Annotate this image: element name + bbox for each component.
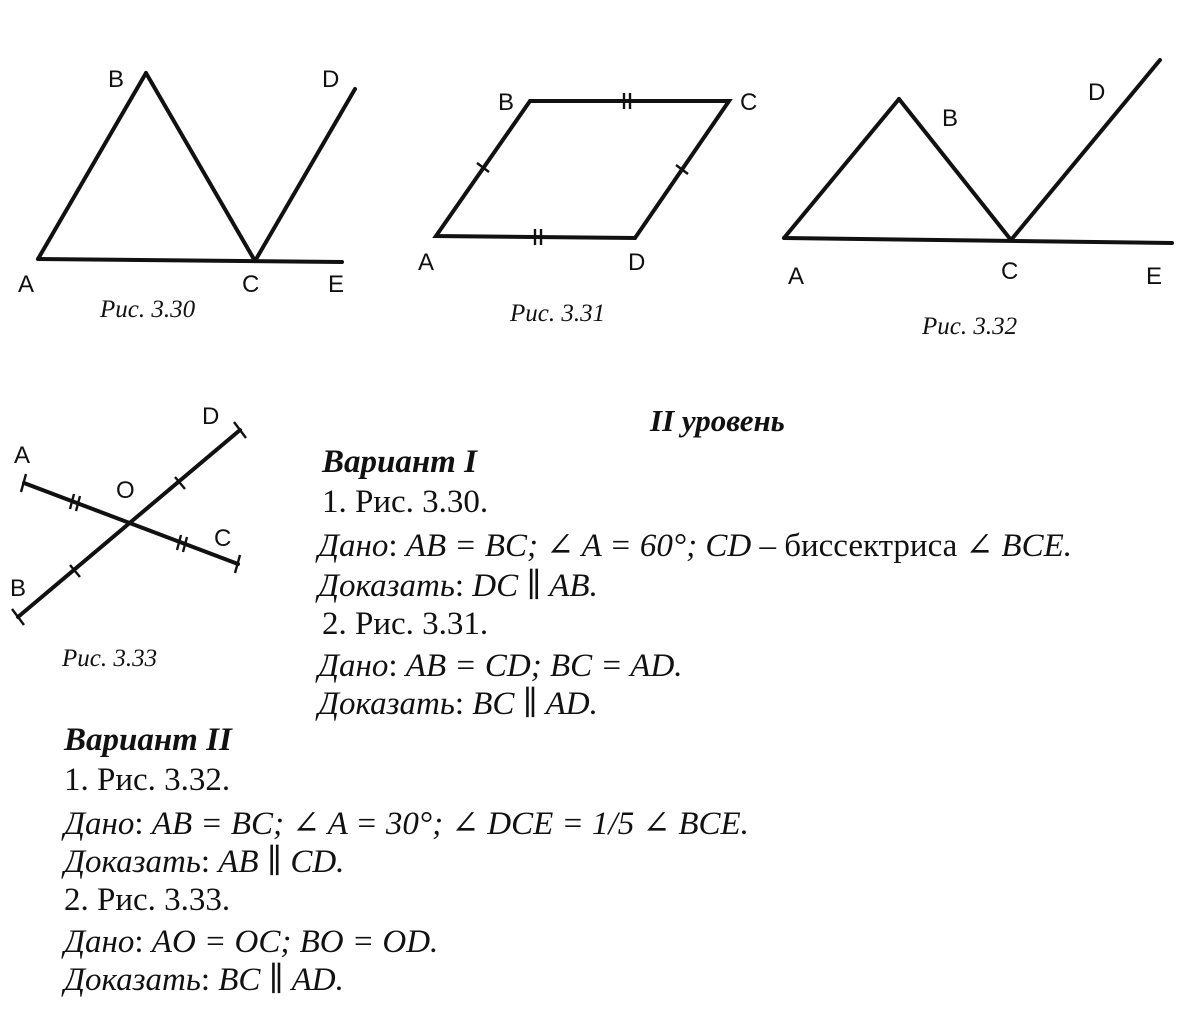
given-word: Дано: [64, 806, 135, 842]
line-ace: [38, 259, 342, 262]
given-word: Дано: [64, 924, 135, 960]
given-formula: AB = CD; BC = AD.: [405, 648, 683, 684]
label-c: C: [1001, 258, 1019, 285]
figure-3-33: [10, 403, 246, 672]
label-b: B: [10, 575, 27, 602]
given-formula-part-2: ∠ BCE.: [965, 528, 1073, 564]
label-e: E: [328, 271, 345, 298]
prove-formula: BC ∥ AD.: [218, 962, 344, 998]
label-d: D: [628, 249, 646, 276]
variant-1-problem-1-given: Дано: AB = BC; ∠ A = 60°; CD – биссектриса ∠ BCE.: [318, 528, 1073, 564]
given-word: Дано: [318, 648, 389, 684]
variant-1-title: Вариант I: [322, 444, 477, 480]
figure-3-32: [784, 60, 1172, 340]
label-c: C: [242, 271, 260, 298]
prove-word: Доказать: [64, 962, 201, 998]
label-a: A: [418, 249, 435, 276]
prove-word: Доказать: [318, 568, 455, 604]
variant-2-problem-1-given: Дано: AB = BC; ∠ A = 30°; ∠ DCE = 1/5 ∠ BCE.: [64, 806, 749, 842]
label-a: A: [14, 442, 31, 469]
label-d: D: [1088, 79, 1106, 106]
variant-2-problem-2-title: 2. Рис. 3.33.: [64, 882, 231, 918]
ray-cd: [1011, 60, 1160, 240]
label-b: B: [498, 89, 515, 116]
variant-1-problem-1-title: 1. Рис. 3.30.: [322, 484, 489, 520]
variant-2-problem-1-prove: Доказать: AB ∥ CD.: [64, 844, 345, 880]
segment-ab: [784, 99, 899, 238]
label-d: D: [322, 66, 340, 93]
prove-word: Доказать: [64, 844, 201, 880]
segment-ab: [38, 73, 146, 259]
given-formula-part-1: AB = BC; ∠ A = 60°; CD: [405, 528, 752, 564]
section-title: II уровень: [650, 403, 785, 438]
caption-3-32: Рис. 3.32: [922, 313, 1018, 340]
prove-formula: DC ∥ AB.: [472, 568, 598, 604]
variant-2-problem-2-given: Дано: AO = OC; BO = OD.: [64, 924, 439, 960]
variant-2-title: Вариант II: [64, 722, 232, 758]
prove-formula: AB ∥ CD.: [218, 844, 345, 880]
label-c: C: [740, 89, 758, 116]
variant-1-problem-2-title: 2. Рис. 3.31.: [322, 606, 489, 642]
variant-1-problem-2-prove: Доказать: BC ∥ AD.: [318, 686, 598, 722]
given-word: Дано: [318, 528, 389, 564]
line-ace: [784, 238, 1172, 243]
label-o: O: [116, 477, 135, 504]
variant-1-problem-1-prove: Доказать: DC ∥ AB.: [318, 568, 598, 604]
label-e: E: [1146, 263, 1163, 290]
label-d: D: [202, 403, 220, 430]
figure-3-30: [18, 66, 355, 323]
given-text-part: – биссектриса: [751, 528, 966, 564]
caption-3-33: Рис. 3.33: [62, 645, 158, 672]
label-b: B: [108, 66, 125, 93]
caption-3-30: Рис. 3.30: [100, 296, 196, 323]
label-c: C: [214, 525, 232, 552]
variant-2-problem-2-prove: Доказать: BC ∥ AD.: [64, 962, 344, 998]
variant-1-problem-2-given: Дано: AB = CD; BC = AD.: [318, 648, 683, 684]
label-a: A: [18, 271, 35, 298]
ray-cd: [255, 89, 355, 261]
given-formula: AB = BC; ∠ A = 30°; ∠ DCE = 1/5 ∠ BCE.: [151, 806, 749, 842]
given-formula: AO = OC; BO = OD.: [151, 924, 439, 960]
figure-3-31: [418, 89, 757, 327]
prove-word: Доказать: [318, 686, 455, 722]
caption-3-31: Рис. 3.31: [510, 300, 606, 327]
parallelogram-abcd: [436, 101, 729, 238]
variant-2-problem-1-title: 1. Рис. 3.32.: [64, 762, 231, 798]
segment-bd: [18, 430, 240, 617]
label-a: A: [788, 263, 805, 290]
label-b: B: [942, 105, 959, 132]
segment-bc: [146, 73, 255, 261]
prove-formula: BC ∥ AD.: [472, 686, 598, 722]
